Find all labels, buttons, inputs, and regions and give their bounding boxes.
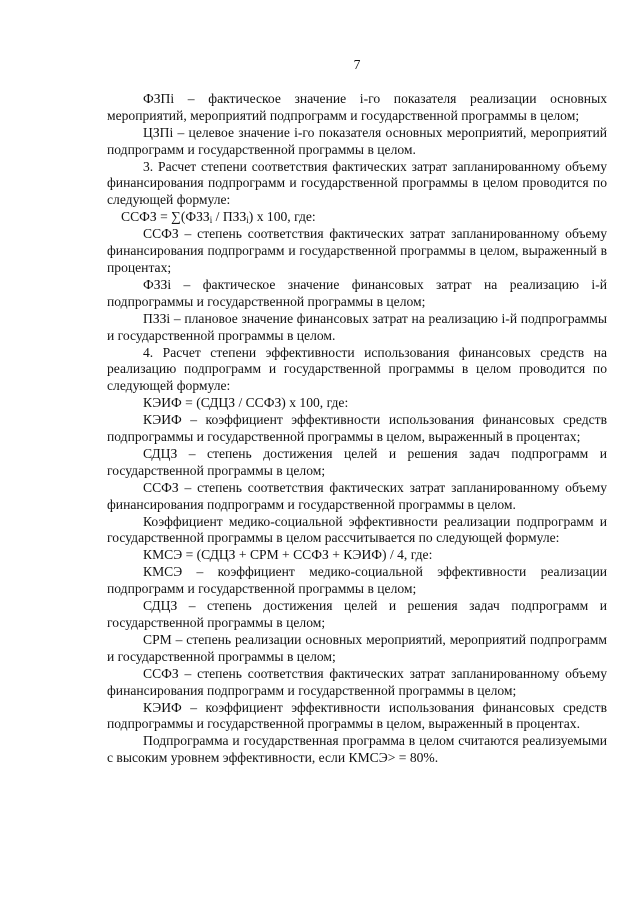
definition-ssfz-2: ССФЗ – степень соответствия фактических затрат запланированному объему финансирования подпрограмм и государственной программы в целом. bbox=[107, 479, 607, 512]
page-number: 7 bbox=[353, 57, 361, 72]
formula-ssfz-lhs: ССФЗ = ∑(ФЗЗ bbox=[121, 209, 210, 225]
definition-fzpi: ФЗПi – фактическое значение i-го показателя реализации основных мероприятий, мероприятий подпрограмм и государственной программы в целом; bbox=[107, 90, 607, 123]
paragraph-item-3: 3. Расчет степени соответствия фактических затрат запланированному объему финансирования подпрограмм и государственной программы в целом проводится по следующей формуле: bbox=[107, 158, 607, 208]
paragraph-conclusion: Подпрограмма и государственная программа в целом считаются реализуемыми с высоким уровнем эффективности, если КМСЭ> = 80%. bbox=[107, 733, 607, 766]
formula-kmse: КМСЭ = (СДЦЗ + СРМ + ССФЗ + КЭИФ) / 4, где: bbox=[143, 547, 433, 563]
definition-keif-2: КЭИФ – коэффициент эффективности использования финансовых средств подпрограммы и государственной программы в целом, выраженный в процентах. bbox=[107, 699, 607, 732]
definition-czpi: ЦЗПi – целевое значение i-го показателя основных мероприятий, мероприятий подпрограмм и государственной программы в целом. bbox=[107, 124, 607, 157]
formula-ssfz bbox=[107, 209, 607, 226]
formula-ssfz-mid: / ПЗЗ bbox=[212, 209, 247, 225]
formula-ssfz-sub1: i bbox=[209, 215, 213, 226]
definition-fzzi: ФЗЗi – фактическое значение финансовых затрат на реализацию i-й подпрограммы и государственной программы в целом; bbox=[107, 276, 607, 309]
definition-srm: СРМ – степень реализации основных мероприятий, мероприятий подпрограмм и государственной программы в целом; bbox=[107, 631, 607, 664]
definition-ssfz-3: ССФЗ – степень соответствия фактических затрат запланированному объему финансирования подпрограмм и государственной программы в целом; bbox=[107, 665, 607, 698]
definition-keif: КЭИФ – коэффициент эффективности использования финансовых средств подпрограммы и государственной программы в целом, выраженный в процентах; bbox=[107, 412, 607, 445]
definition-ssfz: ССФЗ – степень соответствия фактических затрат запланированному объему финансирования подпрограмм и государственной программы в целом, выраженный в процентах; bbox=[107, 226, 607, 275]
formula-ssfz-sub2: i bbox=[246, 215, 249, 226]
formula-keif: КЭИФ = (СДЦЗ / ССФЗ) х 100, где: bbox=[143, 395, 349, 411]
paragraph-item-4: 4. Расчет степени эффективности использования финансовых средств на реализацию подпрограмм и государственной программы в целом проводится по следующей формуле: bbox=[107, 344, 607, 394]
formula-ssfz-rhs: ) х 100, где: bbox=[248, 209, 316, 225]
paragraph-kmse-intro: Коэффициент медико-социальной эффективности реализации подпрограмм и государственной программы в целом рассчитывается по следующей формуле: bbox=[107, 513, 607, 546]
definition-sdcz: СДЦЗ – степень достижения целей и решения задач подпрограмм и государственной программы в целом; bbox=[107, 445, 607, 478]
definition-sdcz-2: СДЦЗ – степень достижения целей и решения задач подпрограмм и государственной программы в целом; bbox=[107, 598, 607, 630]
definition-kmse: КМСЭ – коэффициент медико-социальной эффективности реализации подпрограмм и государственной программы в целом; bbox=[107, 564, 607, 597]
definition-pzzi: ПЗЗi – плановое значение финансовых затрат на реализацию i-й подпрограммы и государственной программы в целом. bbox=[107, 310, 607, 343]
